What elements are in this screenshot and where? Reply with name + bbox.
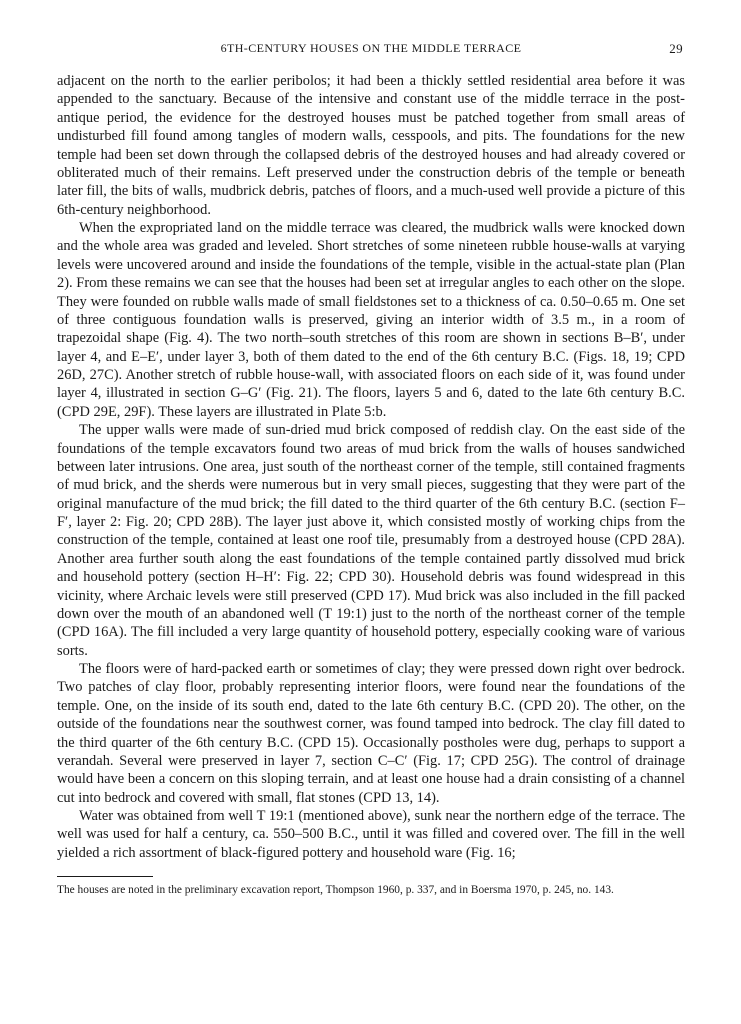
page [57, 38, 685, 898]
running-title: 6TH-CENTURY HOUSES ON THE MIDDLE TERRACE [220, 41, 522, 55]
footnote-rule [57, 876, 153, 877]
running-head [57, 38, 685, 60]
paragraph-1: adjacent on the north to the earlier peribolos; it had been a thickly settled residential area before it was appended to the sanctuary. Because of the intensive and constant use of the middle terrace in the post-antique period, the evidence for the destroyed houses must be patched together from small areas of undisturbed fill found among tangles of modern walls, cesspools, and pits. The foundations for the new temple had been set down through the collapsed debris of the destroyed houses and had already covered or obliterated much of their remains. Left preserved under the construction debris of the temple or beneath later fill, the bits of walls, mudbrick debris, patches of floors, and a much-used well provide a picture of this 6th-century neighborhood. [57, 73, 685, 218]
paragraph-4: The floors were of hard-packed earth or sometimes of clay; they were pressed down right over bedrock. Two patches of clay floor, probably representing interior floors, were found near the foundations of the temple. One, on the inside of its south end, dated to the late 6th century B.C. (CPD 20). The other, on the outside of the foundations near the southwest corner, was found tamped into bedrock. The clay fill dated to the third quarter of the 6th century B.C. (CPD 15). Occasionally postholes were dug, perhaps to support a verandah. Several were preserved in layer 7, section C–C′ (Fig. 17; CPD 25G). The control of drainage would have been a concern on this sloping terrain, and at least one house had a drain consisting of a channel cut into bedrock and covered with small, flat stones (CPD 13, 14). [57, 661, 685, 806]
body-text [57, 72, 685, 862]
paragraph-5: Water was obtained from well T 19:1 (mentioned above), sunk near the northern edge of the terrace. The well was used for half a century, ca. 550–500 B.C., until it was filled and covered over. The fill in the well yielded a rich assortment of black-figured pottery and household ware (Fig. 16; [57, 808, 685, 861]
paragraph-3: The upper walls were made of sun-dried mud brick composed of reddish clay. On the east side of the foundations of the temple excavators found two areas of mud brick from the walls of houses sandwiched between later intrusions. One area, just south of the northeast corner of the temple, still contained fragments of mud brick, and the sherds were numerous but in very small pieces, suggesting that they were part of the original manufacture of the mud brick; the fill dated to the third quarter of the 6th century B.C. (section F–F′, layer 2: Fig. 20; CPD 28B). The layer just above it, which consisted mostly of working chips from the construction of the temple, contained at least one roof tile, presumably from a destroyed house (CPD 28A). Another area further south along the east foundations of the temple contained partly dissolved mud brick and household pottery (section H–H′: Fig. 22; CPD 30). Household debris was found widespread in this vicinity, where Archaic levels were still preserved (CPD 17). Mud brick was also included in the fill packed down over the mouth of an abandoned well (T 19:1) just to the north of the northeast corner of the temple (CPD 16A). The fill included a very large quantity of household pottery, especially cooking ware of various sorts. [57, 422, 685, 659]
page-number: 29 [669, 41, 683, 56]
paragraph-2: When the expropriated land on the middle terrace was cleared, the mudbrick walls were knocked down and the whole area was graded and leveled. Short stretches of some nineteen rubble house-walls at varying levels were uncovered around and inside the foundations of the temple, visible in the actual-state plan (Plan 2). From these remains we can see that the houses had been set at irregular angles to each other on the slope. They were founded on rubble walls made of small fieldstones set to a thickness of ca. 0.50–0.65 m. One set of three contiguous foundation walls is preserved, giving an interior width of 3.5 m., in a room of trapezoidal shape (Fig. 4). The two north–south stretches of this room are shown in sections B–B′, under layer 4, and E–E′, under layer 3, both of them dated to the end of the 6th century B.C. (Figs. 18, 19; CPD 26D, 27C). Another stretch of rubble house-wall, with associated floors on each side of it, was found under layer 4, illustrated in section G–G′ (Fig. 21). The floors, layers 5 and 6, dated to the late 6th century B.C. (CPD 29E, 29F). These layers are illustrated in Plate 5:b. [57, 220, 685, 420]
footnote: The houses are noted in the preliminary excavation report, Thompson 1960, p. 337, and in Boersma 1970, p. 245, no. 143. [57, 884, 614, 897]
